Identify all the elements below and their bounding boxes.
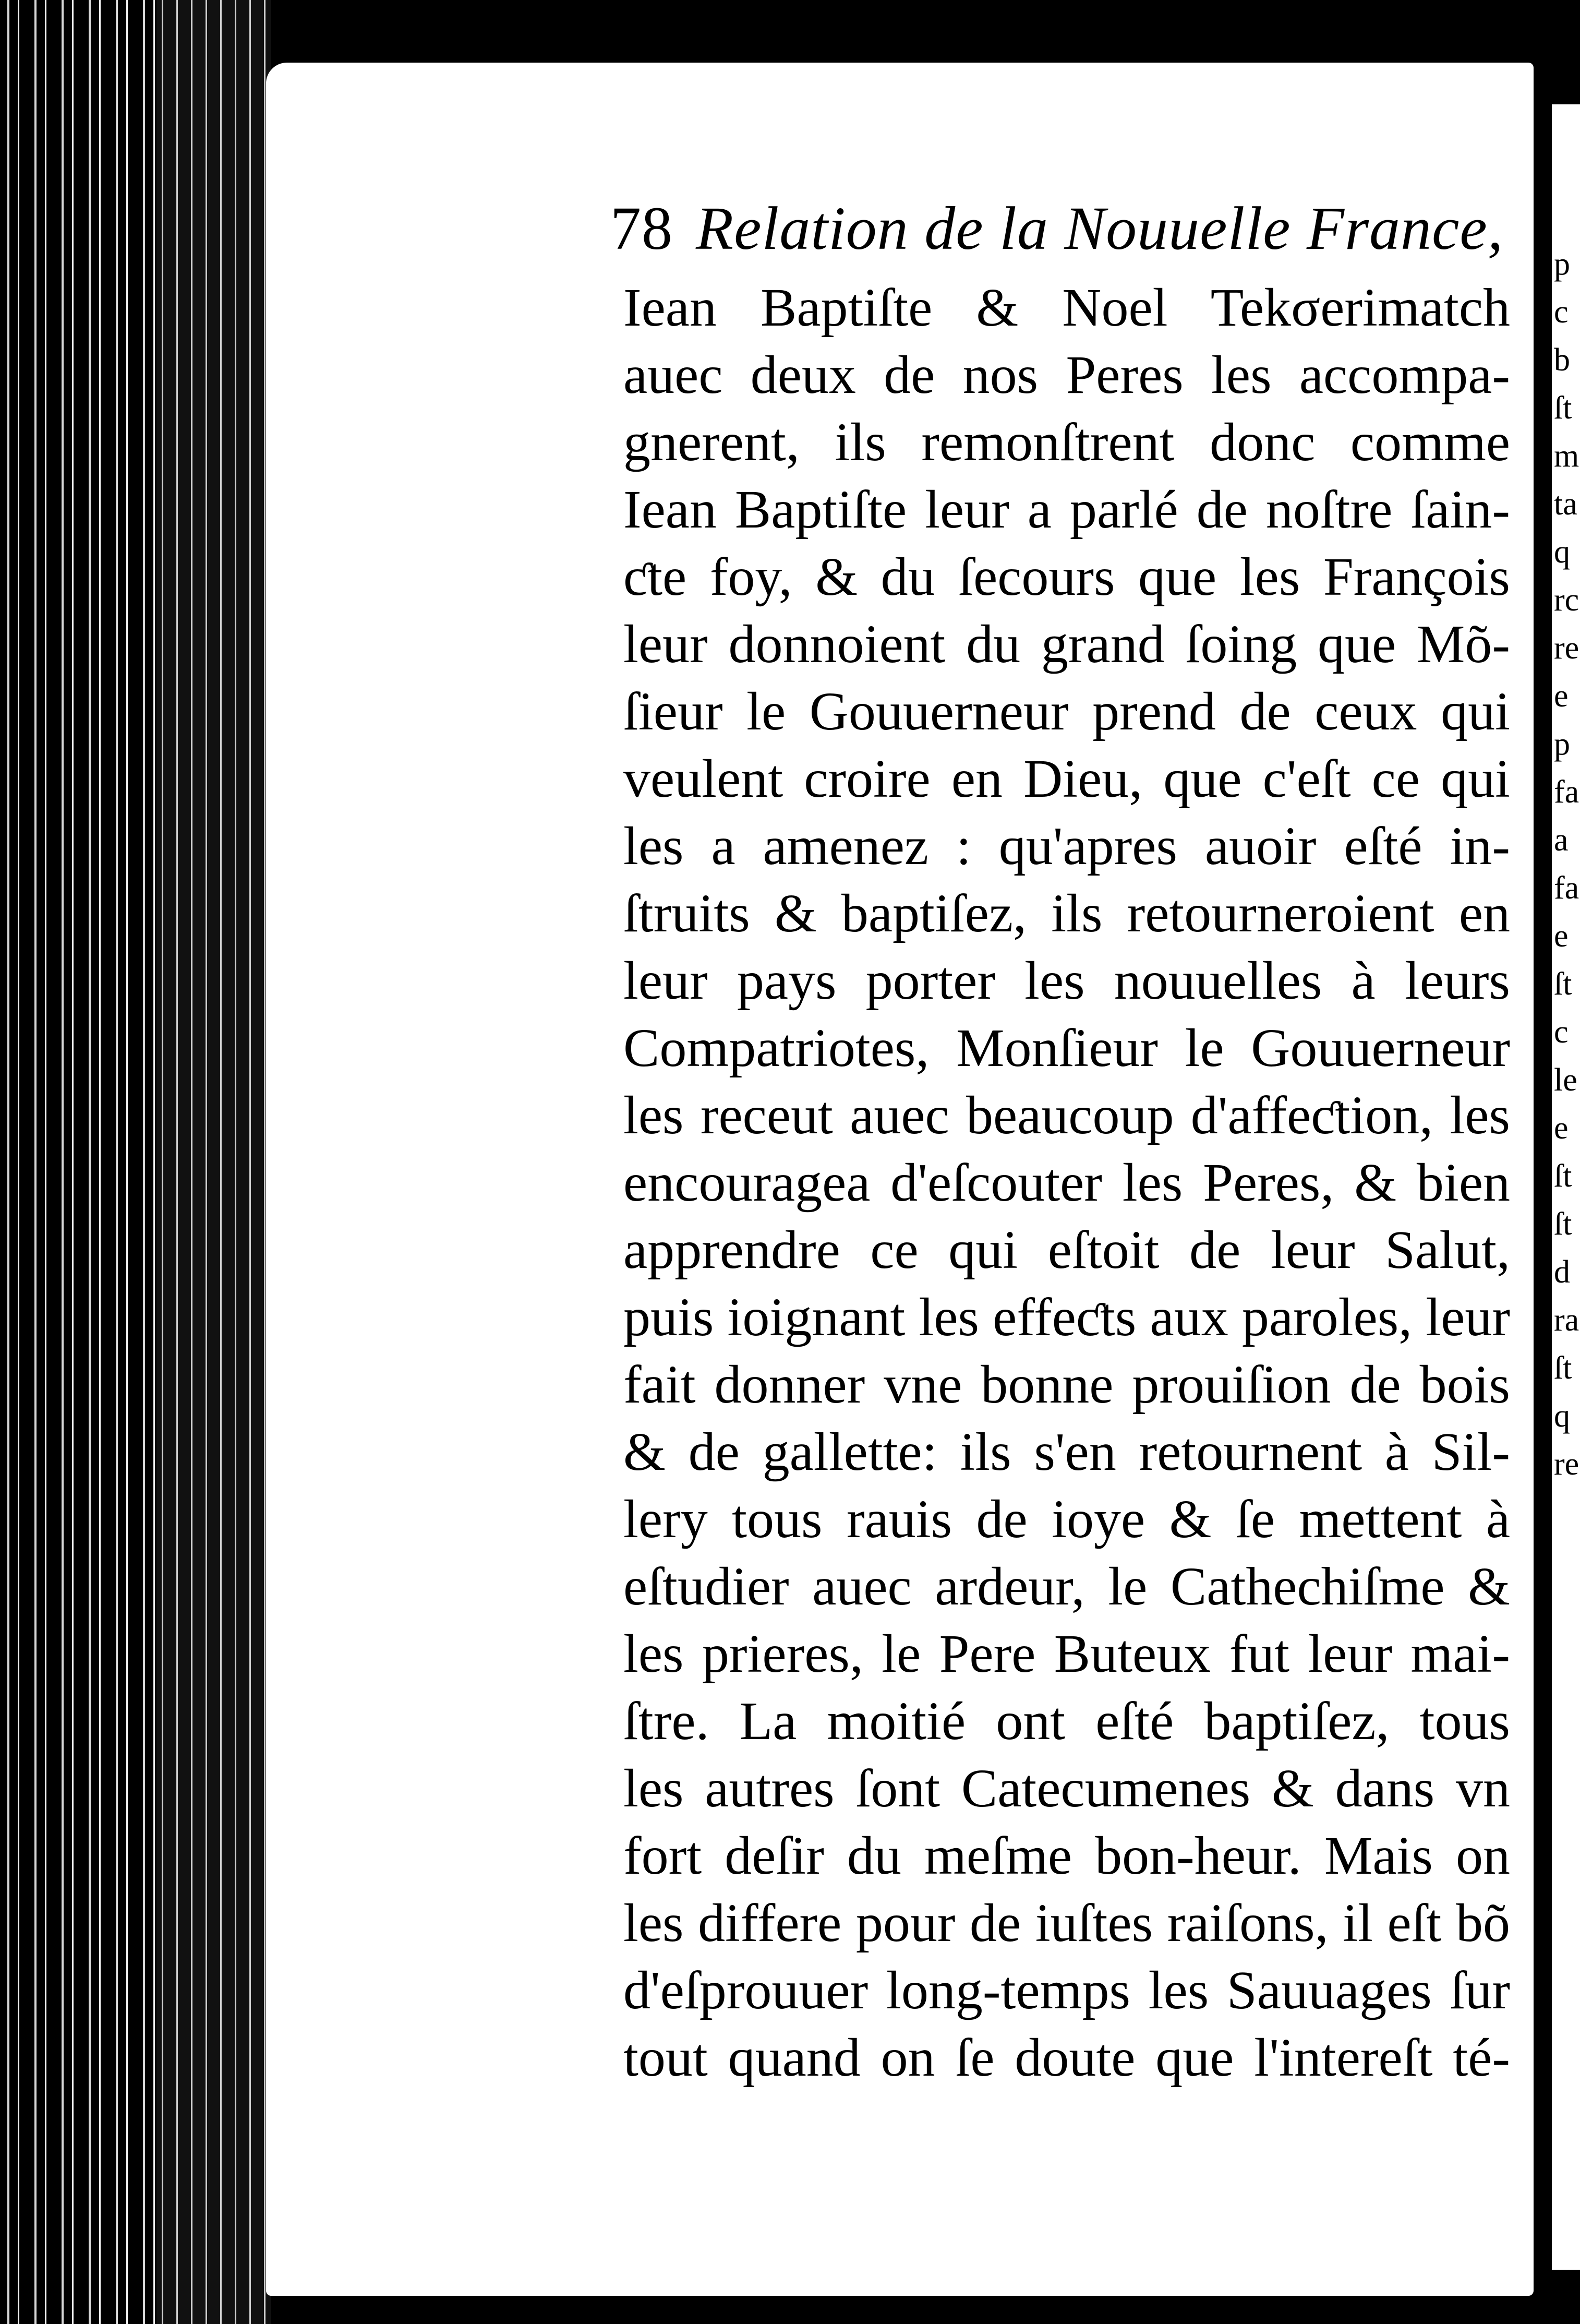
facing-page-edge — [1552, 104, 1580, 2270]
text-line: ſtruits & baptiſez, ils retourneroient en — [623, 883, 1510, 943]
page-number: 78 — [610, 194, 673, 262]
text-line: ſieur le Gouuerneur prend de ceux qui — [623, 681, 1510, 741]
running-head — [610, 193, 1503, 264]
text-line: lery tous rauis de ioye & ſe mettent à — [623, 1489, 1510, 1549]
text-line: encouragea d'eſcouter les Peres, & bien — [623, 1153, 1510, 1213]
text-line: auec deux de nos Peres les accompa- — [623, 345, 1510, 405]
text-line: d'eſprouuer long-temps les Sauuages ſur — [623, 1960, 1510, 2020]
running-title: Relation de la Nouuelle France, — [696, 194, 1504, 262]
text-line: les differe pour de iuſtes raiſons, il eſt bõ — [623, 1893, 1510, 1953]
text-line: les autres ſont Catecumenes & dans vn — [623, 1758, 1510, 1818]
text-line: leur donnoient du grand ſoing que Mõ- — [623, 614, 1510, 674]
text-line: les a amenez : qu'apres auoir eſté in- — [623, 816, 1510, 876]
text-line: Compatriotes, Monſieur le Gouuerneur — [623, 1018, 1510, 1078]
text-line: leur pays porter les nouuelles à leurs — [623, 951, 1510, 1011]
text-line: les prieres, le Pere Buteux fut leur mai- — [623, 1624, 1510, 1684]
body-text — [623, 274, 1510, 2091]
text-line: gnerent, ils remonſtrent donc comme — [623, 412, 1510, 472]
text-line: veulent croire en Dieu, que c'eſt ce qui — [623, 749, 1510, 809]
text-line: les receut auec beaucoup d'affeƈtion, les — [623, 1085, 1510, 1145]
text-line: Iean Baptiſte & Noel Tekσerimatch — [623, 278, 1510, 338]
text-line: ƈte foy, & du ſecours que les François — [623, 547, 1510, 607]
text-line: & de gallette: ils s'en retournent à Sil- — [623, 1422, 1510, 1482]
text-line: Iean Baptiſte leur a parlé de noſtre ſain- — [623, 480, 1510, 540]
facing-page-text-bleed: p c b ſt m ta q rc re e p fa a fa e ſt c le e ſt ſt d ra ſt q re — [1554, 246, 1579, 1482]
text-line: apprendre ce qui eſtoit de leur Salut, — [623, 1220, 1510, 1280]
text-line: tout quand on ſe doute que l'intereſt té- — [623, 2028, 1510, 2088]
book-page-edges — [0, 0, 271, 2324]
text-line: fait donner vne bonne prouiſion de bois — [623, 1355, 1510, 1415]
text-line: fort deſir du meſme bon-heur. Mais on — [623, 1826, 1510, 1886]
text-line: eſtudier auec ardeur, le Cathechiſme & — [623, 1556, 1510, 1616]
text-line: puis ioignant les effeƈts aux paroles, leur — [623, 1287, 1510, 1347]
text-line: ſtre. La moitié ont eſté baptiſez, tous — [623, 1691, 1510, 1751]
